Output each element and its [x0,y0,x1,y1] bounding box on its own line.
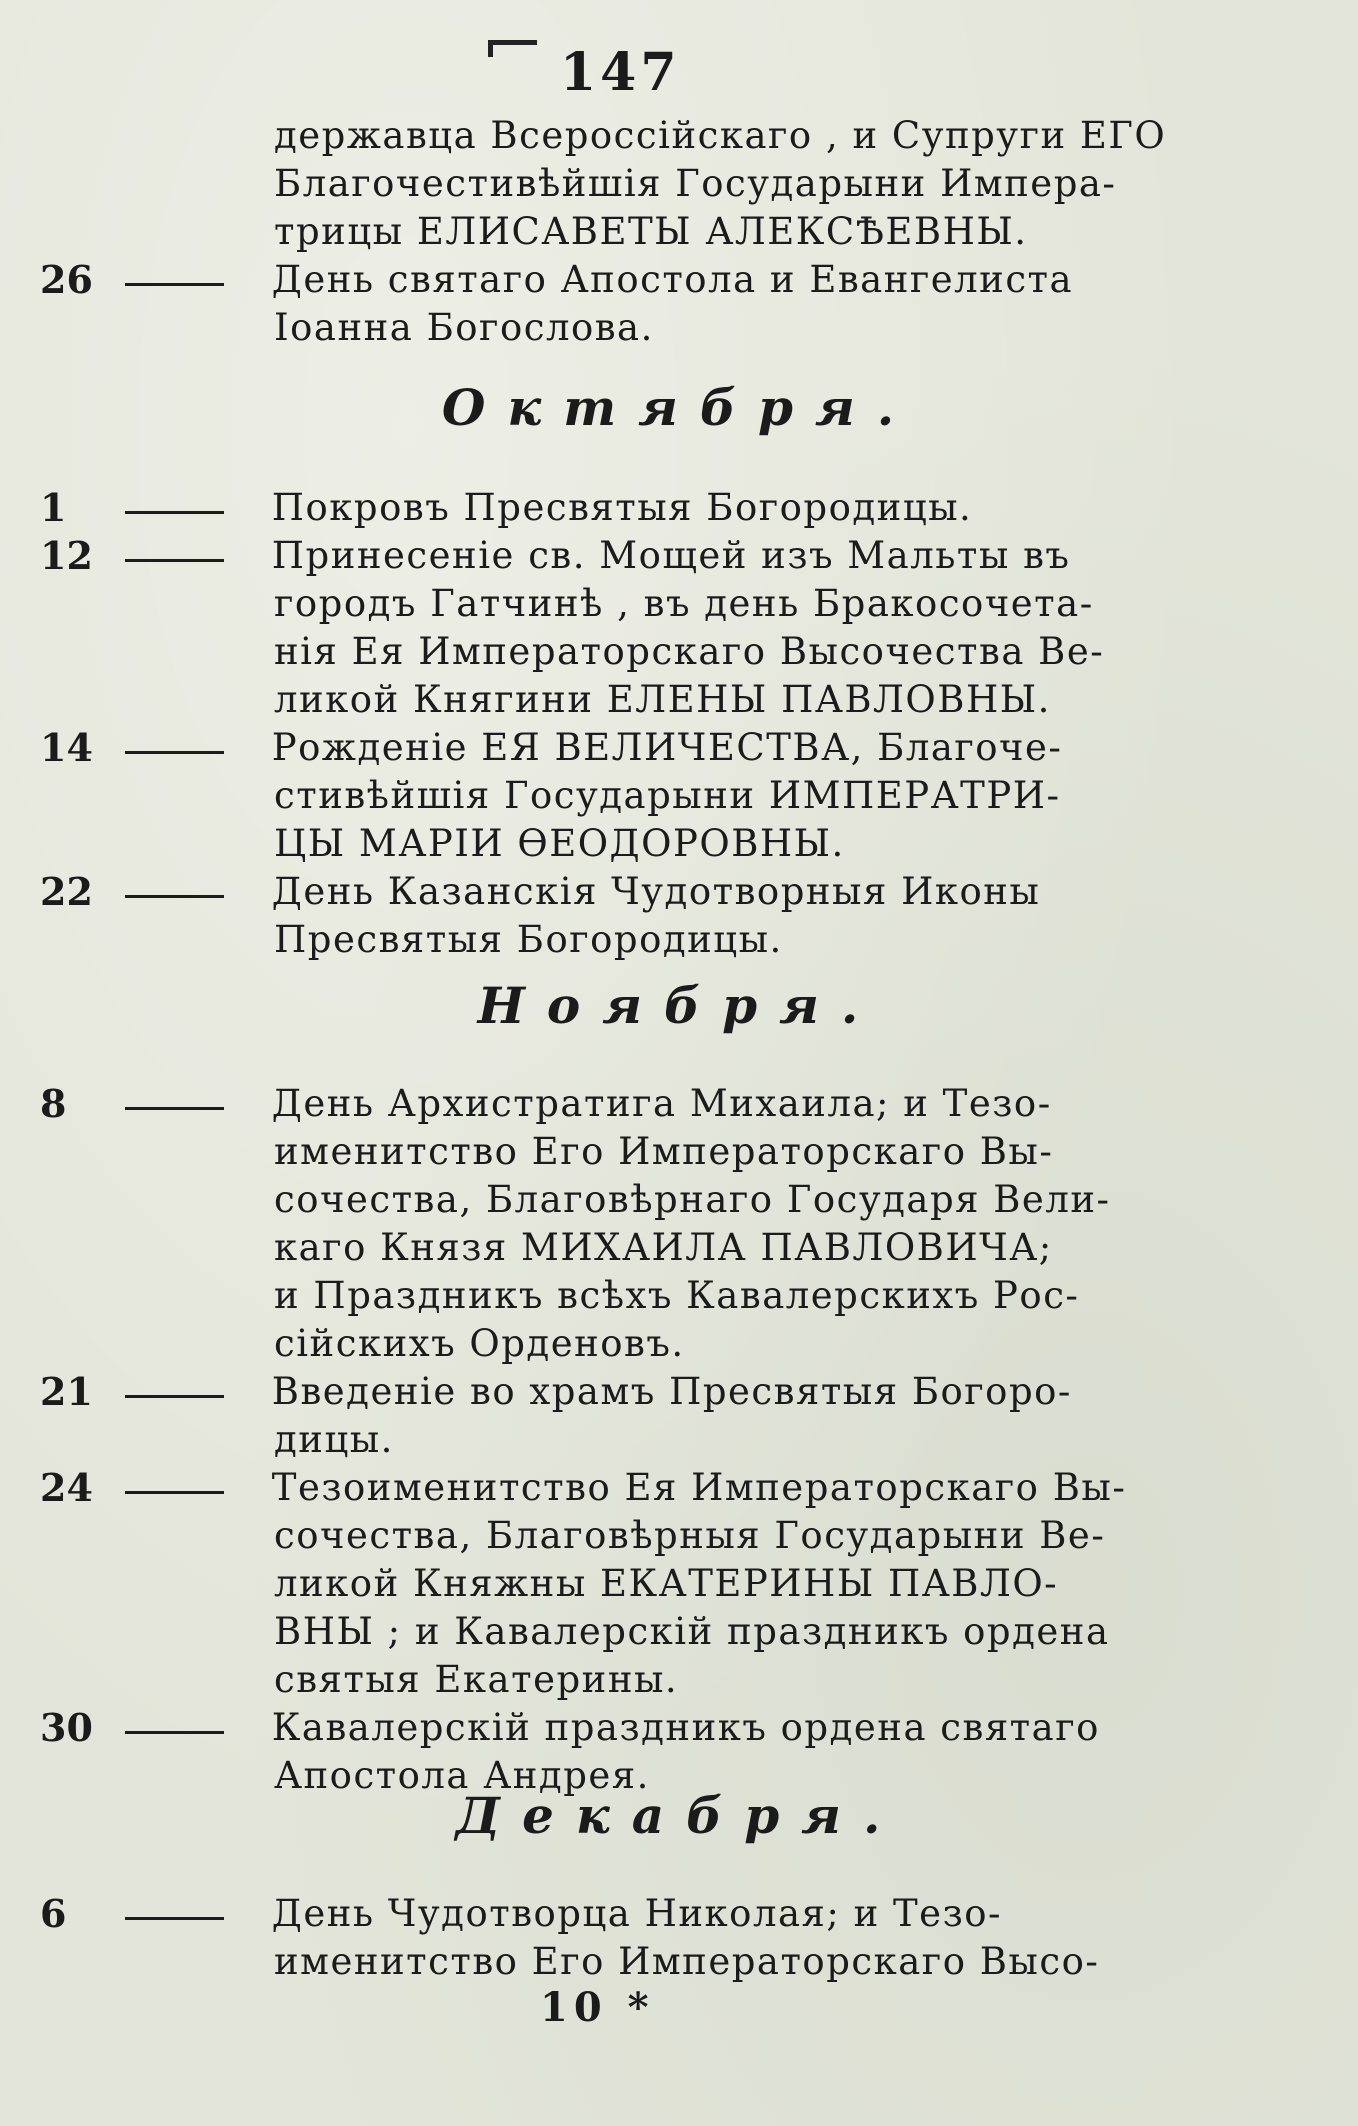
october-entries [40,484,1200,964]
entry-dash [125,1080,224,1128]
entry-line: именитство Его Императорскаго Вы- [274,1130,1054,1173]
printer-mark [488,40,537,57]
entry-line: День Архистратига Михаила; и Тезо- [271,1082,1052,1125]
calendar-entry [40,1704,1200,1752]
entry-line: ликой Княжны ЕКАТЕРИНЫ ПАВЛО- [274,1562,1059,1605]
entry-line: нія Ея Императорскаго Высочества Ве- [274,630,1105,673]
entry-line: Рожденіе ЕЯ ВЕЛИЧЕСТВА, Благоче- [271,726,1063,769]
entry-day: 12 [40,533,93,578]
entry-day: 1 [40,485,67,530]
intro-line: Благочестивѣйшія Государыни Импера- [274,162,1117,205]
page-number: 147 [560,42,681,103]
intro-line: трицы ЕЛИСАВЕТЫ АЛЕКСѢЕВНЫ. [274,210,1028,253]
entry-line: именитство Его Императорскаго Высо- [274,1940,1100,1983]
intro-block [40,112,1200,352]
entry-line: святыя Екатерины. [274,1658,679,1701]
entry-dash [125,1704,224,1752]
entry-day: 26 [40,257,93,302]
december-entries [40,1890,1200,1986]
entry-line: ликой Княгини ЕЛЕНЫ ПАВЛОВНЫ. [274,678,1051,721]
entry-line: Апостола Андрея. [274,1754,650,1797]
entry-line: Пресвятыя Богородицы. [274,918,783,961]
entry-dash [125,532,224,580]
entry-dash [125,1464,224,1512]
calendar-entry [40,1368,1200,1416]
entry-line: Покровъ Пресвятыя Богородицы. [271,486,973,529]
signature-mark: 10 * [540,1984,655,2031]
entry-dash [125,256,224,304]
entry-dash [125,868,224,916]
month-heading-november: Ноября. [477,976,881,1035]
entry-line: Принесеніе св. Мощей изъ Мальты въ [271,534,1071,577]
calendar-entry [40,256,1200,304]
entry-day: 8 [40,1081,67,1126]
entry-line: городъ Гатчинѣ , въ день Бракосочета- [274,582,1094,625]
entry-day: 30 [40,1705,93,1750]
entry-line: стивѣйшія Государыни ИМПЕРАТРИ- [274,774,1061,817]
entry-line: День Чудотворца Николая; и Тезо- [271,1892,1003,1935]
entry-line: дицы. [274,1418,394,1461]
entry-day: 6 [40,1891,67,1936]
calendar-entry [40,1080,1200,1128]
calendar-entry [40,1890,1200,1938]
entry-line: Іоанна Богослова. [274,306,654,349]
entry-line: каго Князя МИХАИЛА ПАВЛОВИЧА; [274,1226,1053,1269]
entry-day: 14 [40,725,93,770]
entry-day: 22 [40,869,93,914]
entry-day: 21 [40,1369,93,1414]
entry-dash [125,724,224,772]
calendar-entry [40,868,1200,916]
entry-line: ЦЫ МАРІИ ѲЕОДОРОВНЫ. [274,822,845,865]
november-entries [40,1080,1200,1800]
entry-line: сочества, Благовѣрныя Государыни Ве- [274,1514,1106,1557]
entry-line: Кавалерскій праздникъ ордена святаго [271,1706,1100,1749]
calendar-entry [40,1464,1200,1512]
entry-line: День святаго Апостола и Евангелиста [271,258,1074,301]
entry-line: сочества, Благовѣрнаго Государя Вели- [274,1178,1111,1221]
calendar-entry [40,484,1200,532]
entry-day: 24 [40,1465,93,1510]
entry-line: и Праздникъ всѣхъ Кавалерскихъ Рос- [274,1274,1080,1317]
month-heading-october: Октября. [441,378,917,437]
month-heading-december: Декабря. [455,1786,903,1845]
entry-line: Тезоименитство Ея Императорскаго Вы- [271,1466,1127,1509]
entry-line: День Казанскія Чудотворныя Иконы [271,870,1041,913]
entry-dash [125,484,224,532]
entry-dash [125,1368,224,1416]
entry-line: Введеніе во храмъ Пресвятыя Богоро- [271,1370,1072,1413]
entry-line: сійскихъ Орденовъ. [274,1322,685,1365]
calendar-entry [40,724,1200,772]
calendar-entry [40,532,1200,580]
entry-line: ВНЫ ; и Кавалерскій праздникъ ордена [274,1610,1110,1653]
intro-line: державца Всероссійскаго , и Супруги ЕГО [274,114,1167,157]
entry-dash [125,1890,224,1938]
